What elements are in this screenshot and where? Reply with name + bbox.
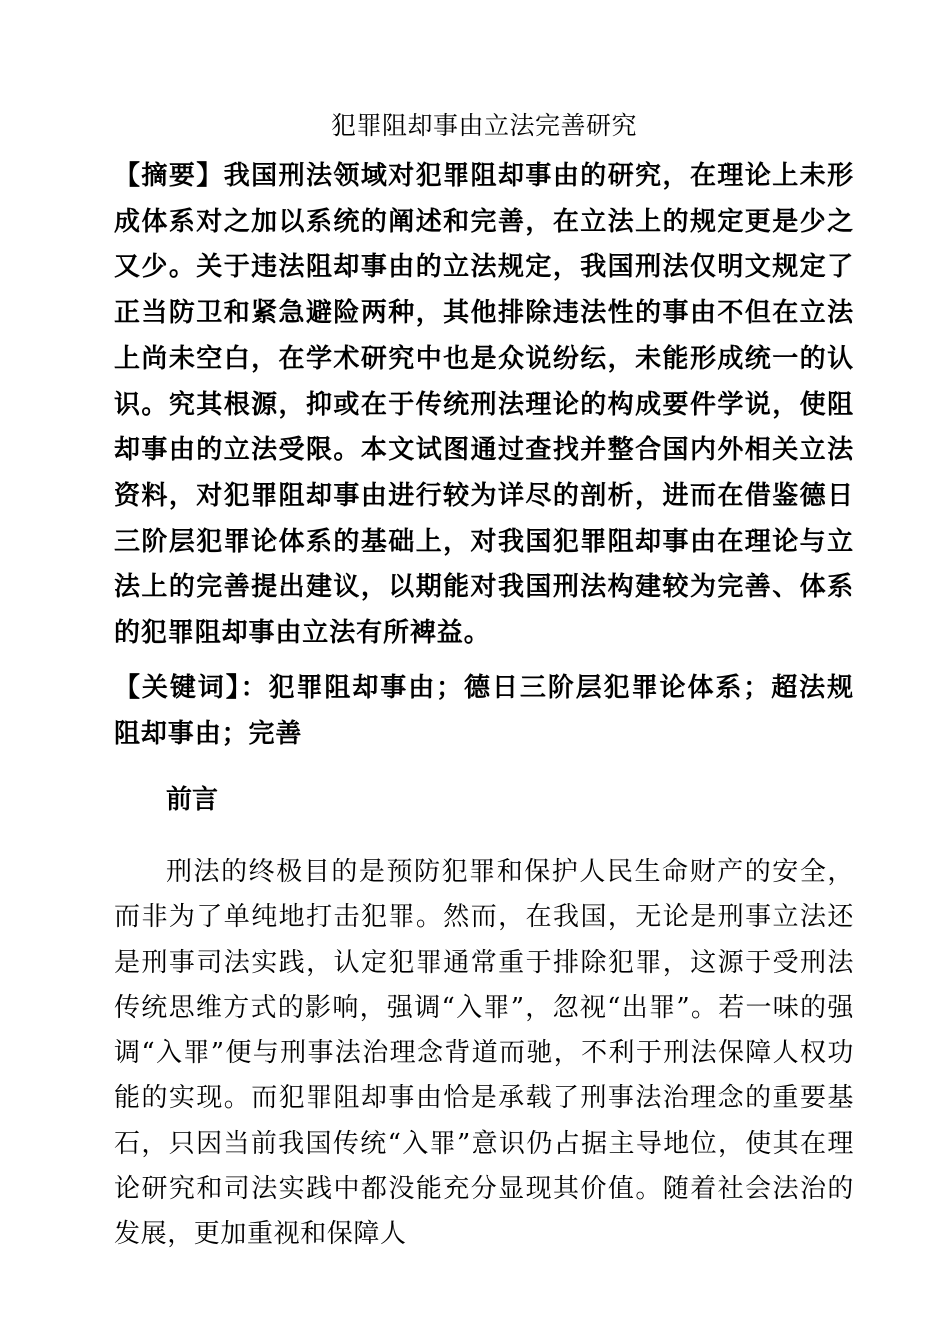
document-title: 犯罪阻却事由立法完善研究: [330, 111, 637, 140]
keywords-label: 【关键词】: [114, 673, 241, 703]
abstract-paragraph: [114, 154, 854, 657]
section-heading-preface: 前言: [166, 785, 219, 815]
abstract-label: 【摘要】: [114, 161, 224, 191]
body-paragraph: 刑法的终极目的是预防犯罪和保护人民生命财产的安全，而非为了单纯地打击犯罪。然而，在我国，无论是刑事立法还是刑事司法实践，认定犯罪通常重于排除犯罪，这源于受刑法传统思维方式的影响，强调“入罪”，忽视“出罪”。若一味的强调“入罪”便与刑事法治理念背道而驰，不利于刑法保障人权功能的实现。而犯罪阻却事由恰是承载了刑事法治理念的重要基石，只因当前我国传统“入罪”意识仍占据主导地位，使其在理论研究和司法实践中都没能充分显现其价值。随着社会法治的发展，更加重视和保障人: [114, 857, 854, 1250]
abstract-text: 我国刑法领域对犯罪阻却事由的研究，在理论上未形成体系对之加以系统的阐述和完善，在立法上的规定更是少之又少。关于违法阻却事由的立法规定，我国刑法仅明文规定了正当防卫和紧急避险两种，其他排除违法性的事由不但在立法上尚未空白，在学术研究中也是众说纷纭，未能形成统一的认识。究其根源，抑或在于传统刑法理论的构成要件学说，使阻却事由的立法受限。本文试图通过查找并整合国内外相关立法资料，对犯罪阻却事由进行较为详尽的剖析，进而在借鉴德日三阶层犯罪论体系的基础上，对我国犯罪阻却事由在理论与立法上的完善提出建议，以期能对我国刑法构建较为完善、体系的犯罪阻却事由立法有所裨益。: [114, 161, 855, 649]
keywords-paragraph: [114, 665, 854, 757]
keywords-text: ：犯罪阻却事由；德日三阶层犯罪论体系；超法规阻却事由；完善: [114, 673, 854, 749]
